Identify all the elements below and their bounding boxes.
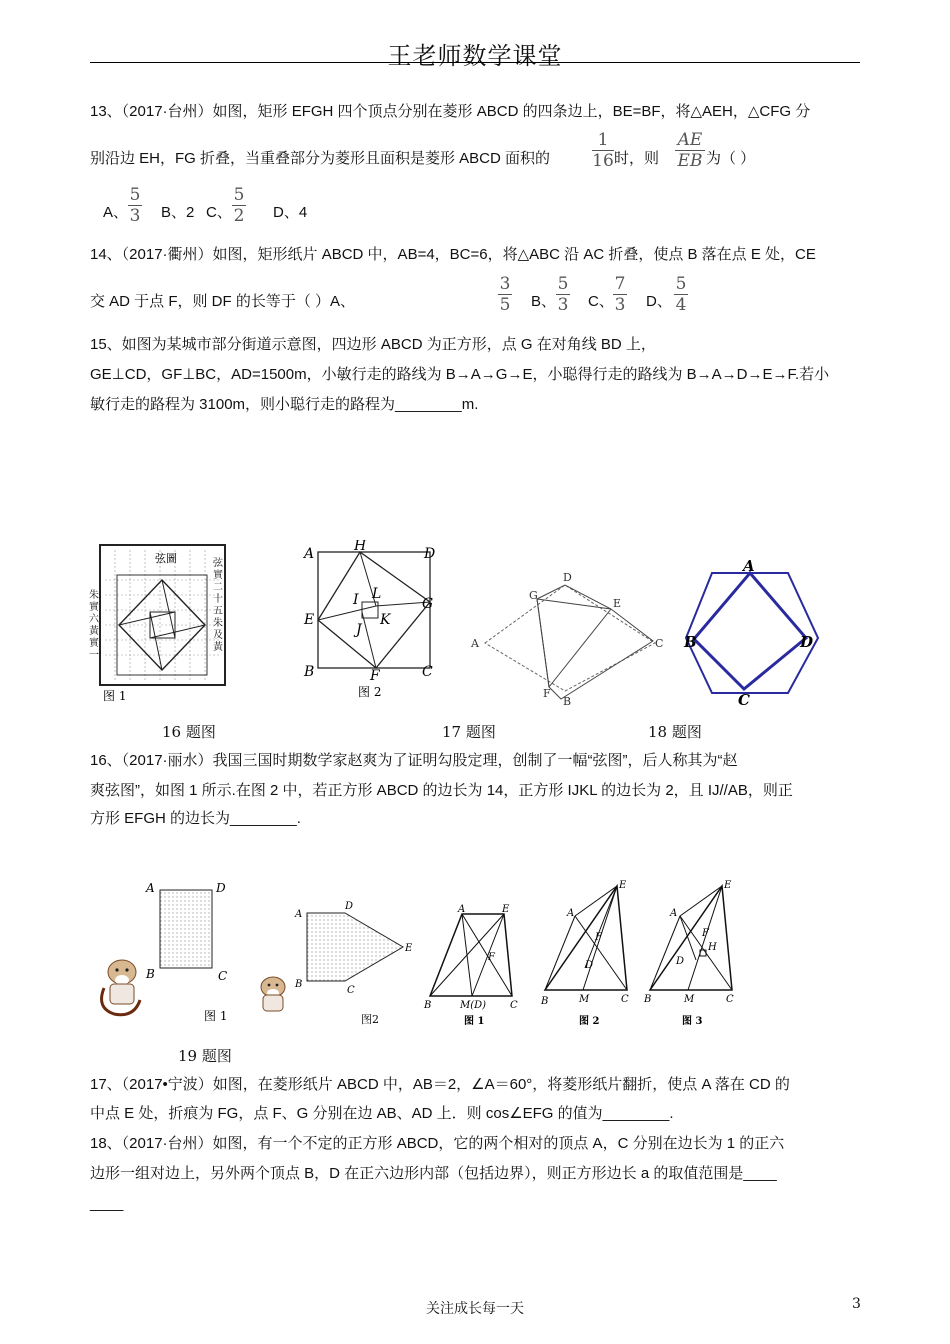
svg-text:B: B: [304, 664, 315, 680]
svg-text:E: E: [724, 880, 732, 891]
fraction-numerator: 7: [614, 274, 626, 294]
dog-mascot-icon: [102, 960, 140, 1015]
fraction-denominator: 3: [557, 295, 569, 315]
rhombus-fold-figure: [465, 565, 675, 705]
xianto-title: 弦圖: [155, 552, 177, 565]
xianto-right-text: 弦實二十五朱及黃: [213, 558, 223, 653]
q18-line1: 18、（2017·台州）如图，有一个不定的正方形 ABCD，它的两个相对的顶点 A，C 分别在边长为 1 的正六: [90, 1135, 785, 1152]
caption-18: 18 题图: [648, 723, 702, 741]
fraction-denominator: 3: [614, 295, 626, 315]
svg-text:F: F: [370, 668, 380, 684]
fraction-denominator: 16: [592, 151, 614, 171]
xianto-figure-image: [95, 540, 230, 710]
q18-line2: 边形一组对边上，另外两个顶点 B，D 在正六边形内部（包括边界），则正方形边长 a 的取值范围是____: [90, 1165, 777, 1182]
svg-text:H: H: [708, 942, 717, 953]
q13-option-c-fraction: [232, 186, 246, 225]
q13-line2b: 时，则: [614, 150, 660, 167]
fraction-denominator: 3: [129, 206, 141, 226]
svg-text:D: D: [800, 633, 814, 651]
svg-text:E: E: [304, 612, 315, 628]
fraction-numerator: 5: [675, 274, 687, 294]
q14-line2: 交 AD 于点 F，则 DF 的长等于（ ）A、: [90, 293, 356, 310]
hexagon-square-figure: [680, 555, 825, 705]
svg-text:B: B: [295, 979, 303, 990]
q13-option-c: C、: [206, 204, 232, 221]
svg-text:L: L: [372, 586, 382, 602]
svg-text:B: B: [563, 695, 572, 705]
svg-text:E: E: [405, 943, 413, 954]
svg-text:D: D: [216, 881, 226, 895]
fig2-label: 图 2: [358, 685, 382, 699]
q17-line2: 中点 E 处，折痕为 FG，点 F、G 分别在边 AB、AD 上．则 cos∠EFG 的值为________.: [90, 1105, 674, 1122]
fraction-numerator: 5: [233, 185, 245, 205]
fraction-numerator: 5: [129, 185, 141, 205]
svg-text:M: M: [579, 994, 590, 1005]
q13-option-d: D、4: [273, 204, 308, 221]
svg-text:F: F: [543, 687, 551, 700]
fig1-label: 图 1: [103, 689, 127, 703]
fig-c-label: 图 3: [682, 1016, 703, 1027]
svg-text:A: A: [146, 881, 155, 895]
pentagon-figure-2: [255, 895, 420, 1030]
triangle-figure-b: [535, 880, 640, 1030]
fig-a-label: 图 1: [464, 1016, 485, 1027]
caption-16: 16 题图: [162, 723, 216, 741]
caption-19: 19 题图: [178, 1047, 232, 1065]
q16-line3: 方形 EFGH 的边长为________.: [90, 810, 301, 827]
svg-text:A: A: [458, 904, 466, 915]
q16-line1: 16、（2017·丽水）我国三国时期数学家赵爽为了证明勾股定理，创制了一幅“弦图”，后人称其为“赵: [90, 752, 738, 769]
svg-text:J: J: [356, 622, 362, 638]
svg-text:G: G: [529, 589, 538, 602]
q13-fraction-ae-eb: [675, 131, 705, 170]
svg-text:A: A: [743, 557, 755, 575]
svg-text:A: A: [304, 546, 315, 562]
svg-text:B: B: [684, 633, 697, 651]
svg-text:G: G: [422, 596, 434, 612]
svg-text:D: D: [563, 571, 572, 584]
fraction-numerator: 3: [499, 274, 511, 294]
fig1-label-row2: 图 1: [204, 1009, 228, 1023]
svg-text:C: C: [510, 1000, 518, 1011]
svg-text:C: C: [347, 985, 355, 996]
triangle-figure-c: [640, 880, 745, 1030]
svg-text:E: E: [619, 880, 627, 891]
xianto-left-text: 朱實六黃實一: [89, 590, 99, 661]
header-divider: [90, 62, 860, 63]
q13-fraction-1-16: [592, 131, 614, 170]
svg-text:D: D: [345, 901, 354, 912]
svg-text:C: C: [422, 664, 433, 680]
q14-option-b: B、: [531, 293, 557, 310]
q16-line2: 爽弦图”，如图 1 所示.在图 2 中，若正方形 ABCD 的边长为 14，正方形 IJKL 的边长为 2，且 IJ//AB，则正: [90, 782, 793, 799]
q14-option-d-fraction: [674, 275, 688, 314]
q13-line2a: 别沿边 EH，FG 折叠，当重叠部分为菱形且面积是菱形 ABCD 面积的: [90, 150, 551, 167]
q14-line1: 14、（2017·衢州）如图，矩形纸片 ABCD 中，AB=4，BC=6，将△ABC 沿 AC 折叠，使点 B 落在点 E 处，CE: [90, 246, 816, 263]
q15-line1: 15、如图为某城市部分街道示意图，四边形 ABCD 为正方形，点 G 在对角线 BD 上，: [90, 336, 656, 353]
svg-text:F: F: [702, 928, 709, 939]
svg-text:A: A: [471, 637, 479, 650]
q18-line3: ____: [90, 1195, 124, 1212]
q13-option-a-fraction: [128, 186, 142, 225]
svg-text:C: C: [726, 994, 734, 1005]
svg-text:B: B: [541, 996, 549, 1007]
svg-text:I: I: [353, 592, 359, 608]
q13-option-b: B、2: [161, 204, 195, 221]
fig-b-label: 图 2: [579, 1016, 600, 1027]
svg-text:E: E: [613, 597, 622, 610]
svg-text:F: F: [595, 932, 602, 943]
dog-mascot-icon: [261, 977, 285, 1011]
svg-text:C: C: [218, 969, 228, 983]
fraction-denominator: 5: [499, 295, 511, 315]
svg-text:M(D): M(D): [460, 1000, 487, 1011]
svg-text:F: F: [488, 952, 495, 963]
svg-text:H: H: [354, 540, 367, 554]
q13-line2c: 为（ ）: [706, 150, 756, 167]
zhaoshuang-figure-2: [300, 540, 445, 700]
q13-line1: 13、（2017·台州）如图，矩形 EFGH 四个顶点分别在菱形 ABCD 的四条边上，BE=BF，将△AEH，△CFG 分: [90, 103, 811, 120]
svg-text:D: D: [585, 960, 594, 971]
fraction-numerator: 1: [597, 130, 609, 150]
fig2-label-row2: 图2: [361, 1013, 379, 1026]
trapezoid-figure-a: [420, 900, 525, 1030]
svg-text:B: B: [424, 1000, 432, 1011]
q14-option-a-fraction: [498, 275, 512, 314]
svg-text:C: C: [655, 637, 664, 650]
q13-option-a: A、: [103, 204, 129, 221]
fraction-denominator: 2: [233, 206, 245, 226]
fraction-denominator: EB: [677, 151, 703, 171]
svg-text:A: A: [567, 908, 575, 919]
svg-text:E: E: [502, 904, 510, 915]
caption-17: 17 题图: [442, 723, 496, 741]
svg-text:D: D: [424, 546, 436, 562]
page-number: 3: [852, 1296, 861, 1312]
svg-text:B: B: [146, 967, 155, 981]
footer-text: 关注成长每一天: [426, 1300, 524, 1316]
q15-line2: GE⊥CD，GF⊥BC，AD=1500m，小敏行走的路线为 B→A→G→E，小聪得行走的路线为 B→A→D→E→F.若小: [90, 366, 830, 383]
fraction-numerator: AE: [677, 130, 703, 150]
svg-text:D: D: [676, 956, 685, 967]
q15-line3: 敏行走的路程为 3100m，则小聪行走的路程为________m.: [90, 396, 479, 413]
fraction-numerator: 5: [557, 274, 569, 294]
svg-text:M: M: [684, 994, 695, 1005]
svg-text:A: A: [295, 909, 303, 920]
q14-option-c: C、: [588, 293, 614, 310]
svg-text:B: B: [644, 994, 652, 1005]
page-header-title: 王老师数学课堂: [387, 43, 563, 70]
q14-option-c-fraction: [613, 275, 627, 314]
svg-text:A: A: [670, 908, 678, 919]
rectangle-figure-1: [100, 880, 240, 1030]
svg-text:K: K: [380, 612, 391, 628]
q14-option-b-fraction: [556, 275, 570, 314]
fraction-denominator: 4: [675, 295, 687, 315]
q17-line1: 17、（2017•宁波）如图，在菱形纸片 ABCD 中，AB＝2，∠A＝60°，将菱形纸片翻折，使点 A 落在 CD 的: [90, 1076, 790, 1093]
svg-text:C: C: [621, 994, 629, 1005]
svg-text:C: C: [738, 691, 750, 705]
q14-option-d: D、: [646, 293, 672, 310]
